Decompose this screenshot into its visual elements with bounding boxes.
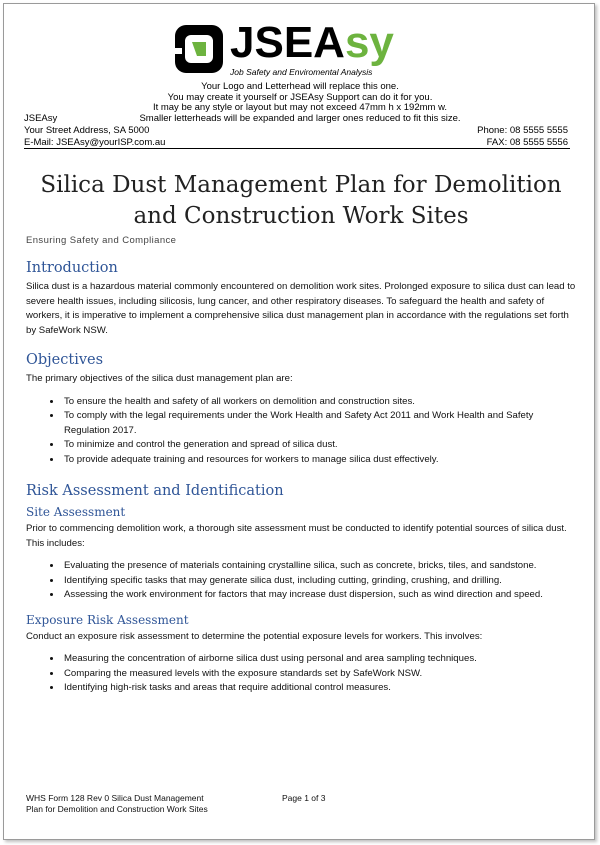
company-phone: Phone: 08 5555 5555: [477, 125, 568, 136]
section-heading-introduction: Introduction: [26, 260, 118, 276]
objectives-intro: The primary objectives of the silica dust management plan are:: [26, 373, 293, 384]
list-item: • Assessing the work environment for factors that may increase dust dispersion, such as wind direction and speed.: [62, 588, 576, 603]
subsection-heading-exposure-risk: Exposure Risk Assessment: [26, 612, 189, 627]
page-number: Page 1 of 3: [282, 793, 326, 803]
footer-line: Plan for Demolition and Construction Work Sites: [26, 804, 208, 814]
letterhead-divider: [24, 148, 570, 149]
list-item: • Evaluating the presence of materials containing crystalline silica, such as concrete, bricks, tiles, and sandstone.: [62, 559, 576, 574]
document-title: Silica Dust Management Plan for Demolition and Construction Work Sites: [40, 172, 562, 229]
subsection-heading-site-assessment: Site Assessment: [26, 505, 126, 519]
letterhead-note: [0, 82, 600, 124]
list-item: • Measuring the concentration of airborne silica dust using personal and area sampling techniques.: [62, 652, 576, 667]
exposure-list: [26, 652, 576, 696]
list-item: • To provide adequate training and resources for workers to manage silica dust effectively.: [62, 453, 576, 468]
company-email: E-Mail: JSEAsy@yourISP.com.au: [24, 137, 166, 148]
list-item: • Comparing the measured levels with the exposure standards set by SafeWork NSW.: [62, 667, 576, 682]
company-name: JSEAsy: [24, 113, 58, 124]
logo-mark-icon: [172, 20, 228, 80]
footer-line: WHS Form 128 Rev 0 Silica Dust Management: [26, 793, 204, 803]
list-item: • Identifying high-risk tasks and areas that require additional control measures.: [62, 681, 576, 696]
document-subtitle: Ensuring Safety and Compliance: [26, 235, 177, 246]
exposure-intro: Conduct an exposure risk assessment to determine the potential exposure levels for workers. This involves:: [26, 630, 483, 642]
company-logo: [172, 20, 422, 82]
objectives-list: [26, 395, 576, 468]
site-assessment-list: [26, 559, 576, 603]
logo-wordmark: JSEAsy: [230, 18, 394, 67]
site-assessment-intro: Prior to commencing demolition work, a thorough site assessment must be conducted to identify potential sources of silica dust. This includes:: [26, 523, 567, 549]
note-line: It may be any style or layout but may not exceed 47mm h x 192mm w.: [152, 102, 448, 113]
section-heading-objectives: Objectives: [26, 352, 104, 368]
list-item: • To ensure the health and safety of all workers on demolition and construction sites.: [62, 395, 576, 410]
section-heading-risk-assessment: Risk Assessment and Identification: [26, 483, 284, 499]
document-body: [26, 170, 576, 696]
company-fax: FAX: 08 5555 5556: [486, 137, 568, 148]
list-item: • Identifying specific tasks that may generate silica dust, including cutting, grinding, crushing, and drilling.: [62, 574, 576, 589]
note-line: Smaller letterheads will be expanded and larger ones reduced to fit this size.: [139, 112, 461, 124]
logo-tagline: Job Safety and Enviromental Analysis: [230, 67, 373, 77]
list-item: • To minimize and control the generation and spread of silica dust.: [62, 438, 576, 453]
footer-form-reference: [26, 793, 208, 815]
company-address: Your Street Address, SA 5000: [24, 125, 150, 136]
note-line: You may create it yourself or JSEAsy Support can do it for you.: [167, 91, 433, 103]
note-line: Your Logo and Letterhead will replace this one.: [201, 81, 399, 92]
introduction-text: Silica dust is a hazardous material commonly encountered on demolition work sites. Prolonged exposure to silica dust can lead to severe health issues, including silicosis, lung cancer, and other respiratory diseases. To safeguard the health and safety of workers, it is imperative to implement a comprehensive silica dust management plan in accordance with the regulations set forth by SafeWork NSW.: [26, 281, 576, 336]
list-item: • To comply with the legal requirements under the Work Health and Safety Act 2011 and Work Health and Safety Regulation 2017.: [62, 409, 576, 438]
